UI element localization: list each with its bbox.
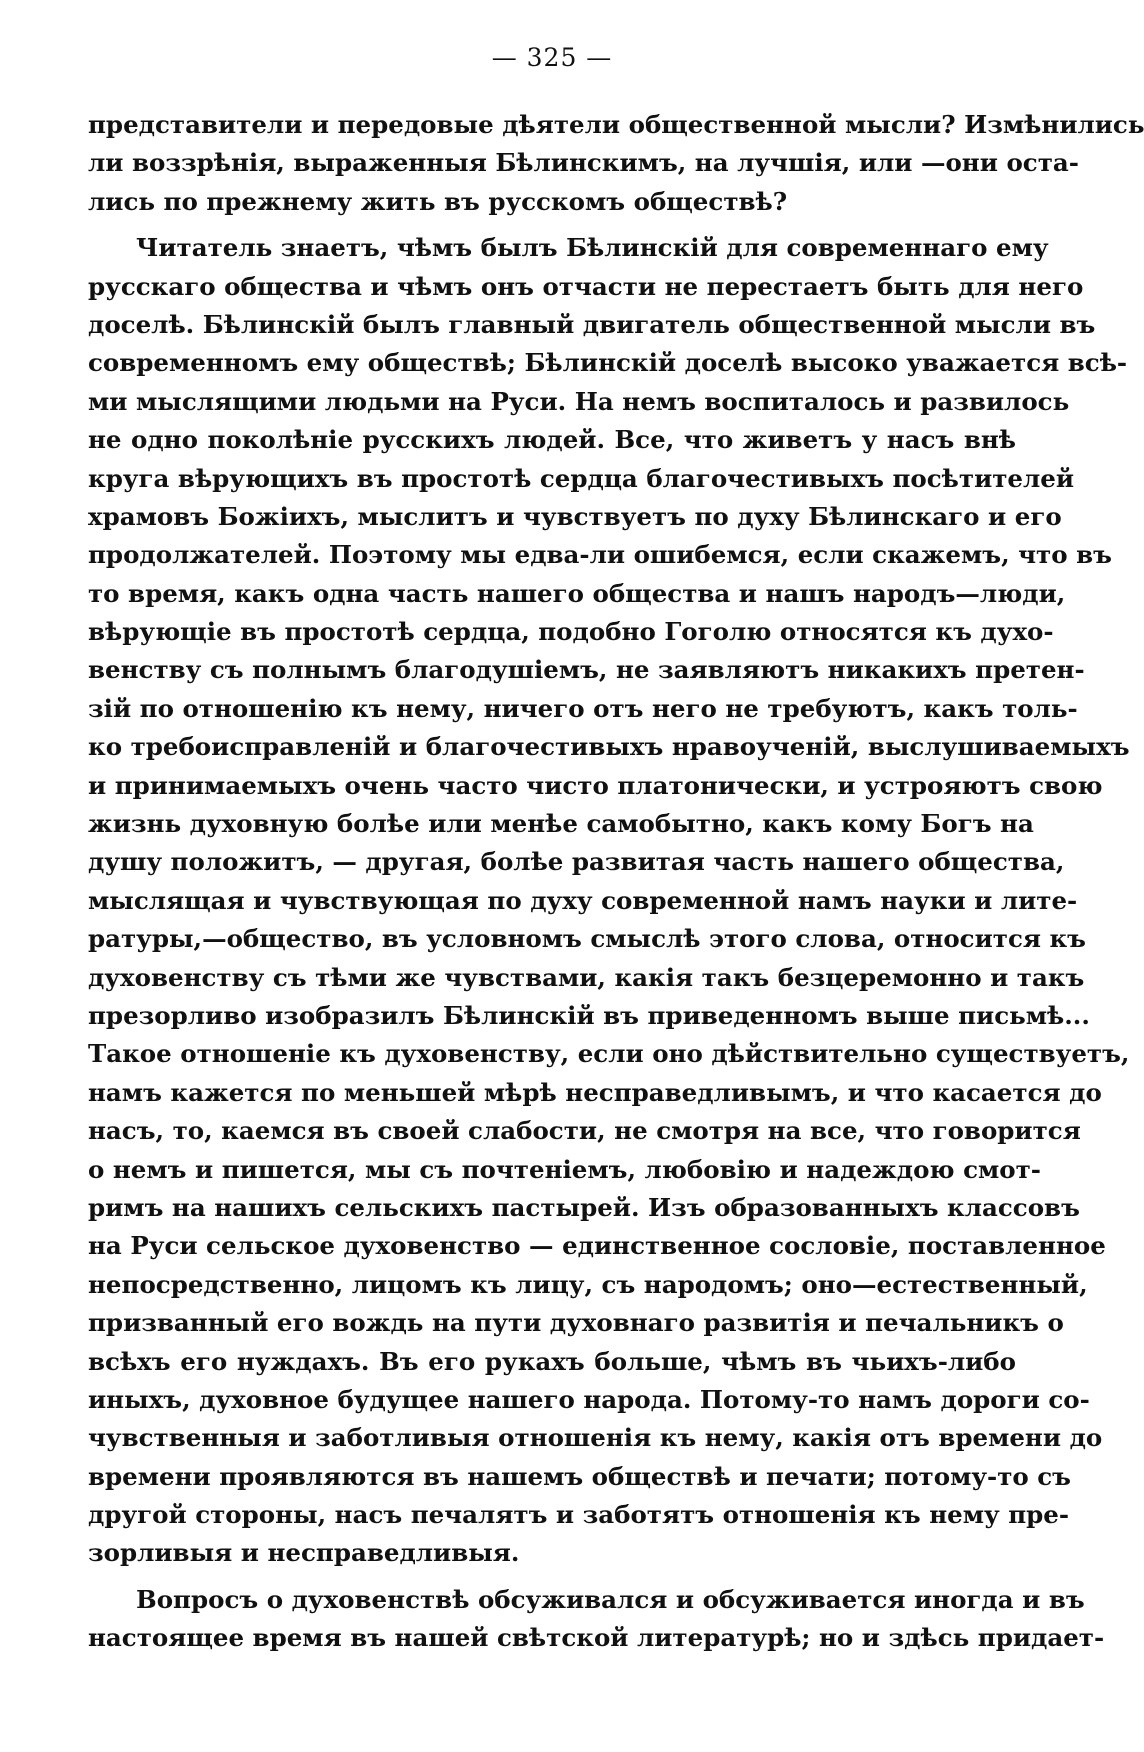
text-line: римъ на нашихъ сельскихъ пастырей. Изъ образованныхъ классовъ: [88, 1192, 1080, 1222]
text-line: то время, какъ одна часть нашего общества и нашъ народъ—люди,: [88, 578, 1066, 608]
text-line: представители и передовые дѣятели общественной мысли? Измѣнились: [88, 110, 1144, 139]
text-line: ми мыслящими людьми на Руси. На немъ воспиталось и развилось: [88, 386, 1070, 416]
text-line: презорливо изобразилъ Бѣлинскій въ приведенномъ выше письмѣ...: [88, 1000, 1090, 1030]
text-line: храмовъ Божіихъ, мыслитъ и чувствуетъ по духу Бѣлинскаго и его: [88, 501, 1062, 531]
paragraph: [88, 229, 1130, 1573]
text-line: зій по отношенію къ нему, ничего отъ него не требуютъ, какъ толь-: [88, 693, 1078, 723]
page-number: — 325 —: [491, 43, 613, 72]
text-line: Читатель знаетъ, чѣмъ былъ Бѣлинскій для современнаго ему: [136, 233, 1049, 263]
paragraph-gap: [88, 1573, 1016, 1581]
text-line: всѣхъ его нуждахъ. Въ его рукахъ больше, чѣмъ въ чьихъ-либо: [88, 1346, 1016, 1376]
text-line: русскаго общества и чѣмъ онъ отчасти не перестаетъ быть для него: [88, 271, 1084, 301]
text-line: Вопросъ о духовенствѣ обсуживался и обсуживается иногда и въ: [136, 1584, 1085, 1614]
text-line: на Руси сельское духовенство — единственное сословіе, поставленное: [88, 1231, 1106, 1261]
text-line: продолжателей. Поэтому мы едва-ли ошибемся, если скажемъ, что въ: [88, 540, 1112, 570]
text-body: [88, 106, 1144, 1658]
paragraph: [88, 106, 1144, 221]
text-line: иныхъ, духовное будущее нашего народа. Потому-то намъ дороги со-: [88, 1384, 1090, 1414]
text-line: душу положитъ, — другая, болѣе развитая часть нашего общества,: [88, 847, 1065, 877]
text-line: ратуры,—общество, въ условномъ смыслѣ этого слова, относится къ: [88, 924, 1086, 954]
text-line: о немъ и пишется, мы съ почтеніемъ, любовію и надеждою смот-: [88, 1154, 1041, 1184]
paragraph-gap: [88, 221, 1016, 229]
text-line: мыслящая и чувствующая по духу современной намъ науки и лите-: [88, 885, 1078, 915]
paragraph: [88, 1581, 1105, 1658]
text-line: зорливыя и несправедливыя.: [88, 1538, 520, 1568]
text-line: вѣрующіе въ простотѣ сердца, подобно Гоголю относятся къ духо-: [88, 617, 1054, 647]
text-line: современномъ ему обществѣ; Бѣлинскій доселѣ высоко уважается всѣ-: [88, 348, 1128, 378]
text-line: насъ, то, каемся въ своей слабости, не смотря на все, что говорится: [88, 1116, 1081, 1146]
text-line: призванный его вождь на пути духовнаго развитія и печальникъ о: [88, 1308, 1064, 1338]
text-line: жизнь духовную болѣе или менѣе самобытно, какъ кому Богъ на: [88, 809, 1034, 839]
text-line: Такое отношеніе къ духовенству, если оно дѣйствительно существуетъ,: [88, 1039, 1130, 1069]
text-line: и принимаемыхъ очень часто чисто платонически, и устрояютъ свою: [88, 770, 1103, 800]
text-line: венству съ полнымъ благодушіемъ, не заявляютъ никакихъ претен-: [88, 655, 1085, 685]
text-line: ко требоисправленій и благочестивыхъ нравоученій, выслушиваемыхъ: [88, 732, 1130, 762]
book-page: [88, 40, 1144, 1720]
text-line: лись по прежнему жить въ русскомъ обществѣ?: [88, 186, 788, 216]
text-line: времени проявляются въ нашемъ обществѣ и печати; потому-то съ: [88, 1461, 1071, 1491]
text-line: непосредственно, лицомъ къ лицу, съ народомъ; оно—естественный,: [88, 1269, 1088, 1299]
text-line: духовенству съ тѣми же чувствами, какія такъ безцеремонно и такъ: [88, 962, 1085, 992]
text-line: не одно поколѣніе русскихъ людей. Все, что живетъ у насъ внѣ: [88, 425, 1016, 455]
text-line: доселѣ. Бѣлинскій былъ главный двигатель общественной мысли въ: [88, 309, 1096, 339]
text-line: намъ кажется по меньшей мѣрѣ несправедливымъ, и что касается до: [88, 1077, 1102, 1107]
text-line: ли воззрѣнія, выраженныя Бѣлинскимъ, на лучшія, или —они оста-: [88, 148, 1079, 178]
text-line: настоящее время въ нашей свѣтской литературѣ; но и здѣсь придает-: [88, 1623, 1105, 1653]
text-line: другой стороны, насъ печалятъ и заботятъ отношенія къ нему пре-: [88, 1500, 1070, 1530]
text-line: чувственныя и заботливыя отношенія къ нему, какія отъ времени до: [88, 1423, 1103, 1453]
text-line: круга вѣрующихъ въ простотѣ сердца благочестивыхъ посѣтителей: [88, 463, 1075, 493]
